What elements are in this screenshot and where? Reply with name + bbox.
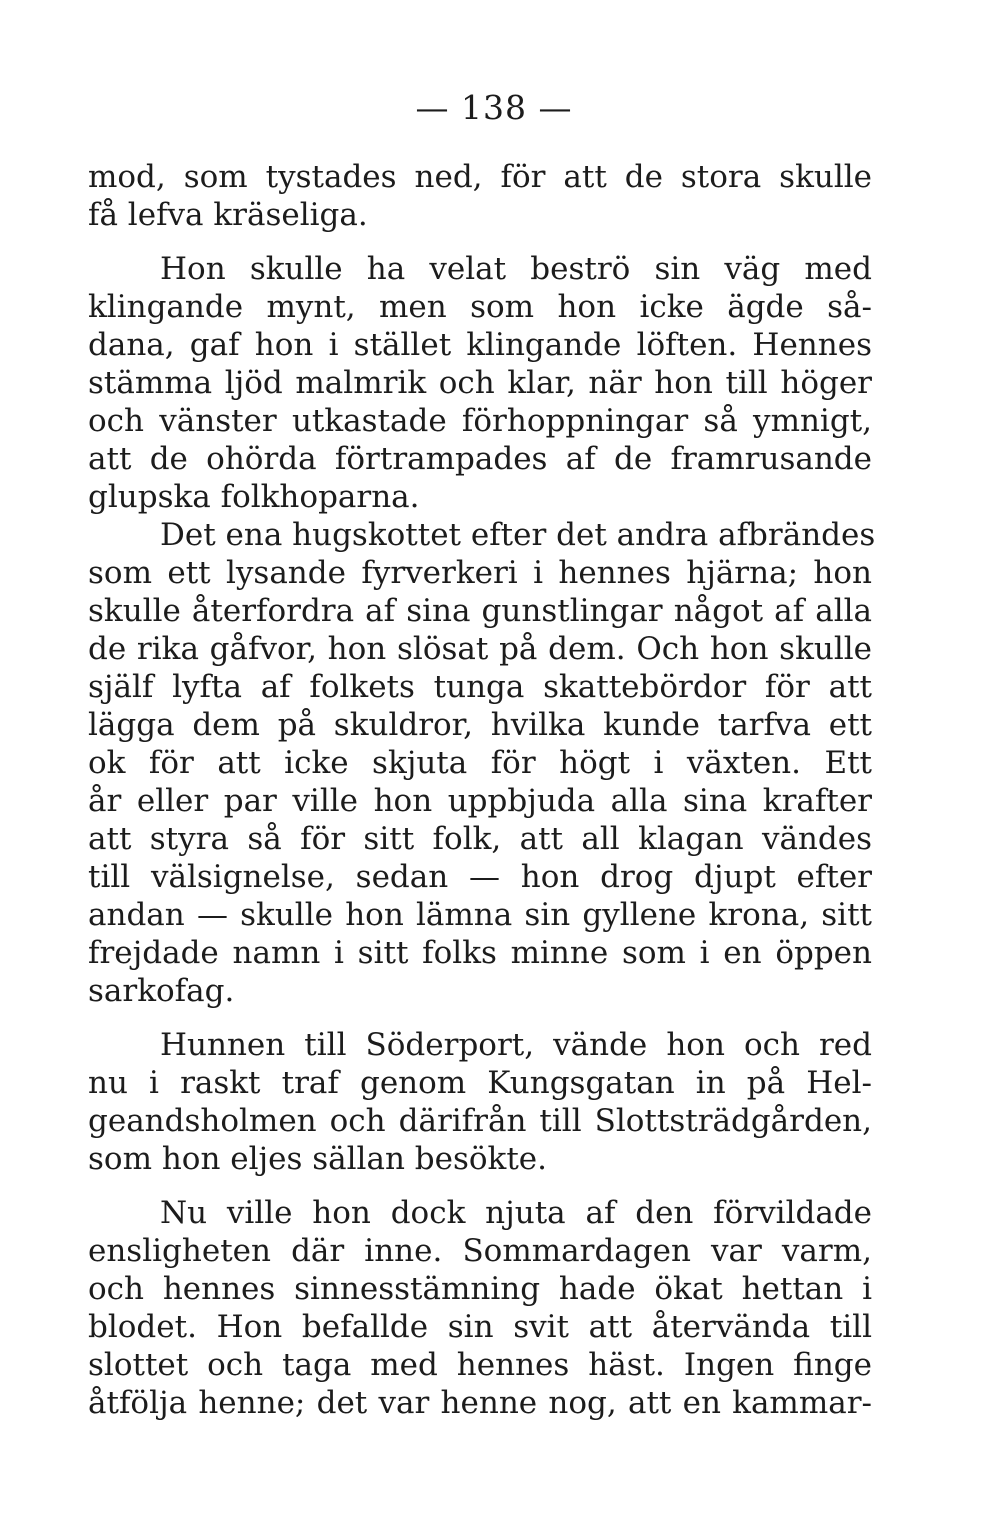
text-line: Det ena hugskottet efter det andra afbrändes [160,517,876,553]
text-line: geandsholmen och därifrån till Slottsträdgården, [88,1103,872,1139]
text-line: mod, som tystades ned, för att de stora skulle [88,159,872,195]
text-line: slottet och taga med hennes häst. Ingen finge [88,1347,872,1383]
text-line: frejdade namn i sitt folks minne som i en öppen [88,935,872,971]
text-line: ok för att icke skjuta för högt i växten. Ett [88,745,872,781]
text-line: klingande mynt, men som hon icke ägde så- [88,289,872,325]
text-line: åtfölja henne; det var henne nog, att en kammar- [88,1385,872,1421]
text-line: år eller par ville hon uppbjuda alla sina krafter [88,783,872,819]
text-line: som ett lysande fyrverkeri i hennes hjärna; hon [88,555,872,591]
text-line: få lefva kräseliga. [88,197,368,233]
text-line: dana, gaf hon i stället klingande löften. Hennes [88,327,872,363]
text-line: att de ohörda förtrampades af de framrusande [88,441,872,477]
text-line: att styra så för sitt folk, att all klagan vändes [88,821,872,857]
paragraph-2 [88,250,872,516]
text-line: skulle återfordra af sina gunstlingar något af alla [88,593,872,629]
text-line: de rika gåfvor, hon slösat på dem. Och hon skulle [88,631,872,667]
text-line: blodet. Hon befallde sin svit att återvända till [88,1309,872,1345]
text-line: glupska folkhoparna. [88,479,420,515]
paragraph-5 [88,1194,872,1422]
text-line: ensligheten där inne. Sommardagen var varm, [88,1233,872,1269]
page-number: — 138 — [415,88,573,127]
text-line: sarkofag. [88,973,235,1009]
paragraph-1 [88,158,872,234]
text-line: stämma ljöd malmrik och klar, när hon till höger [88,365,872,401]
text-line: Nu ville hon dock njuta af den förvildade [160,1195,872,1231]
text-line: som hon eljes sällan besökte. [88,1141,547,1177]
text-line: och hennes sinnesstämning hade ökat hettan i [88,1271,872,1307]
text-line: Hon skulle ha velat beströ sin väg med [160,251,872,287]
body-text [88,158,876,1422]
text-line: Hunnen till Söderport, vände hon och red [160,1027,872,1063]
text-line: till välsignelse, sedan — hon drog djupt efter [88,859,872,895]
text-line: själf lyfta af folkets tunga skattebördor för att [88,669,872,705]
paragraph-4 [88,1026,872,1178]
text-line: nu i raskt traf genom Kungsgatan in på Hel- [88,1065,872,1101]
text-line: och vänster utkastade förhoppningar så ymnigt, [88,403,872,439]
text-line: lägga dem på skuldror, hvilka kunde tarfva ett [88,707,872,743]
paragraph-3 [88,516,876,1010]
text-line: andan — skulle hon lämna sin gyllene krona, sitt [88,897,872,933]
